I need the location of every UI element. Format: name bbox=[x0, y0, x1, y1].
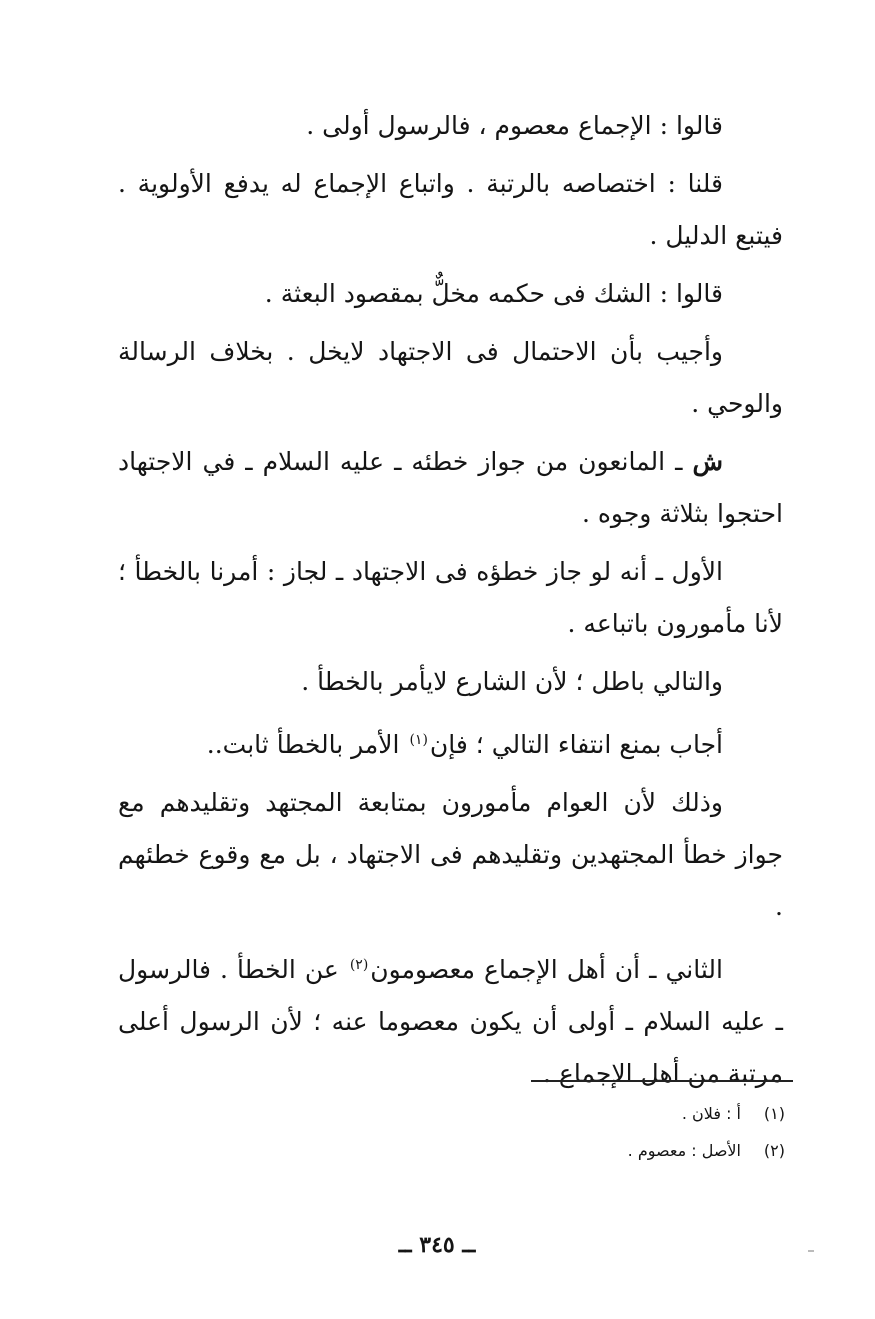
footnote-1 bbox=[440, 1101, 785, 1127]
paragraph-text: قالوا : الشك فى حكمه مخلٌّ بمقصود البعثة . bbox=[264, 279, 723, 308]
paragraph-7 bbox=[118, 656, 783, 708]
paragraph-5 bbox=[118, 436, 783, 540]
footnote-text: الأصل : معصوم . bbox=[627, 1141, 741, 1160]
section-marker: ش bbox=[692, 447, 723, 476]
scan-speck bbox=[808, 1250, 814, 1252]
paragraph-1 bbox=[118, 100, 783, 152]
paragraph-3 bbox=[118, 268, 783, 320]
footnote-number: (١) bbox=[763, 1104, 785, 1123]
paragraph-text: والتالي باطل ؛ لأن الشارع لايأمر بالخطأ . bbox=[301, 667, 723, 696]
paragraph-2 bbox=[118, 158, 783, 262]
paragraph-9 bbox=[118, 777, 783, 933]
paragraph-8 bbox=[118, 714, 783, 771]
footnote-ref-2[interactable]: (٢) bbox=[349, 957, 369, 973]
paragraph-text: الثاني ـ أن أهل الإجماع معصومون bbox=[370, 955, 723, 984]
paragraph-text: وأجيب بأن الاحتمال فى الاجتهاد لايخل . بخلاف الرسالة والوحي . bbox=[118, 337, 783, 418]
footnote-number: (٢) bbox=[763, 1141, 785, 1160]
footnote-text: أ : فلان . bbox=[681, 1104, 741, 1123]
paragraph-10 bbox=[118, 939, 783, 1100]
paragraph-6 bbox=[118, 546, 783, 650]
paragraph-text: الأمر بالخطأ ثابت.. bbox=[206, 730, 408, 759]
paragraph-4 bbox=[118, 326, 783, 430]
paragraph-text: وذلك لأن العوام مأمورون بمتابعة المجتهد وتقليدهم مع جواز خطأ المجتهدين وتقليدهم فى الاجتهاد ، بل مع وقوع خطئهم . bbox=[118, 788, 783, 921]
paragraph-text: ـ المانعون من جواز خطئه ـ عليه السلام ـ في الاجتهاد احتجوا بثلاثة وجوه . bbox=[118, 447, 783, 528]
paragraph-text: عن الخطأ . فالرسول ـ عليه السلام ـ أولى أن يكون معصوما عنه ؛ لأن الرسول أعلى مرتبة من أهل الإجماع . bbox=[118, 955, 783, 1088]
footnote-ref-1[interactable]: (١) bbox=[409, 732, 428, 748]
footnote-2 bbox=[440, 1138, 785, 1164]
main-text bbox=[118, 100, 783, 1106]
footnote-divider bbox=[531, 1080, 793, 1082]
page-number: ــ ٣٤٥ ــ bbox=[398, 1232, 476, 1258]
paragraph-text: الأول ـ أنه لو جاز خطؤه فى الاجتهاد ـ لجاز : أمرنا بالخطأ ؛ لأنا مأمورون باتباعه . bbox=[118, 557, 783, 638]
paragraph-text: أجاب بمنع انتفاء التالي ؛ فإن bbox=[429, 730, 723, 759]
paragraph-text: قلنا : اختصاصه بالرتبة . واتباع الإجماع له يدفع الأولوية . فيتبع الدليل . bbox=[118, 169, 783, 250]
paragraph-text: قالوا : الإجماع معصوم ، فالرسول أولى . bbox=[306, 111, 723, 140]
